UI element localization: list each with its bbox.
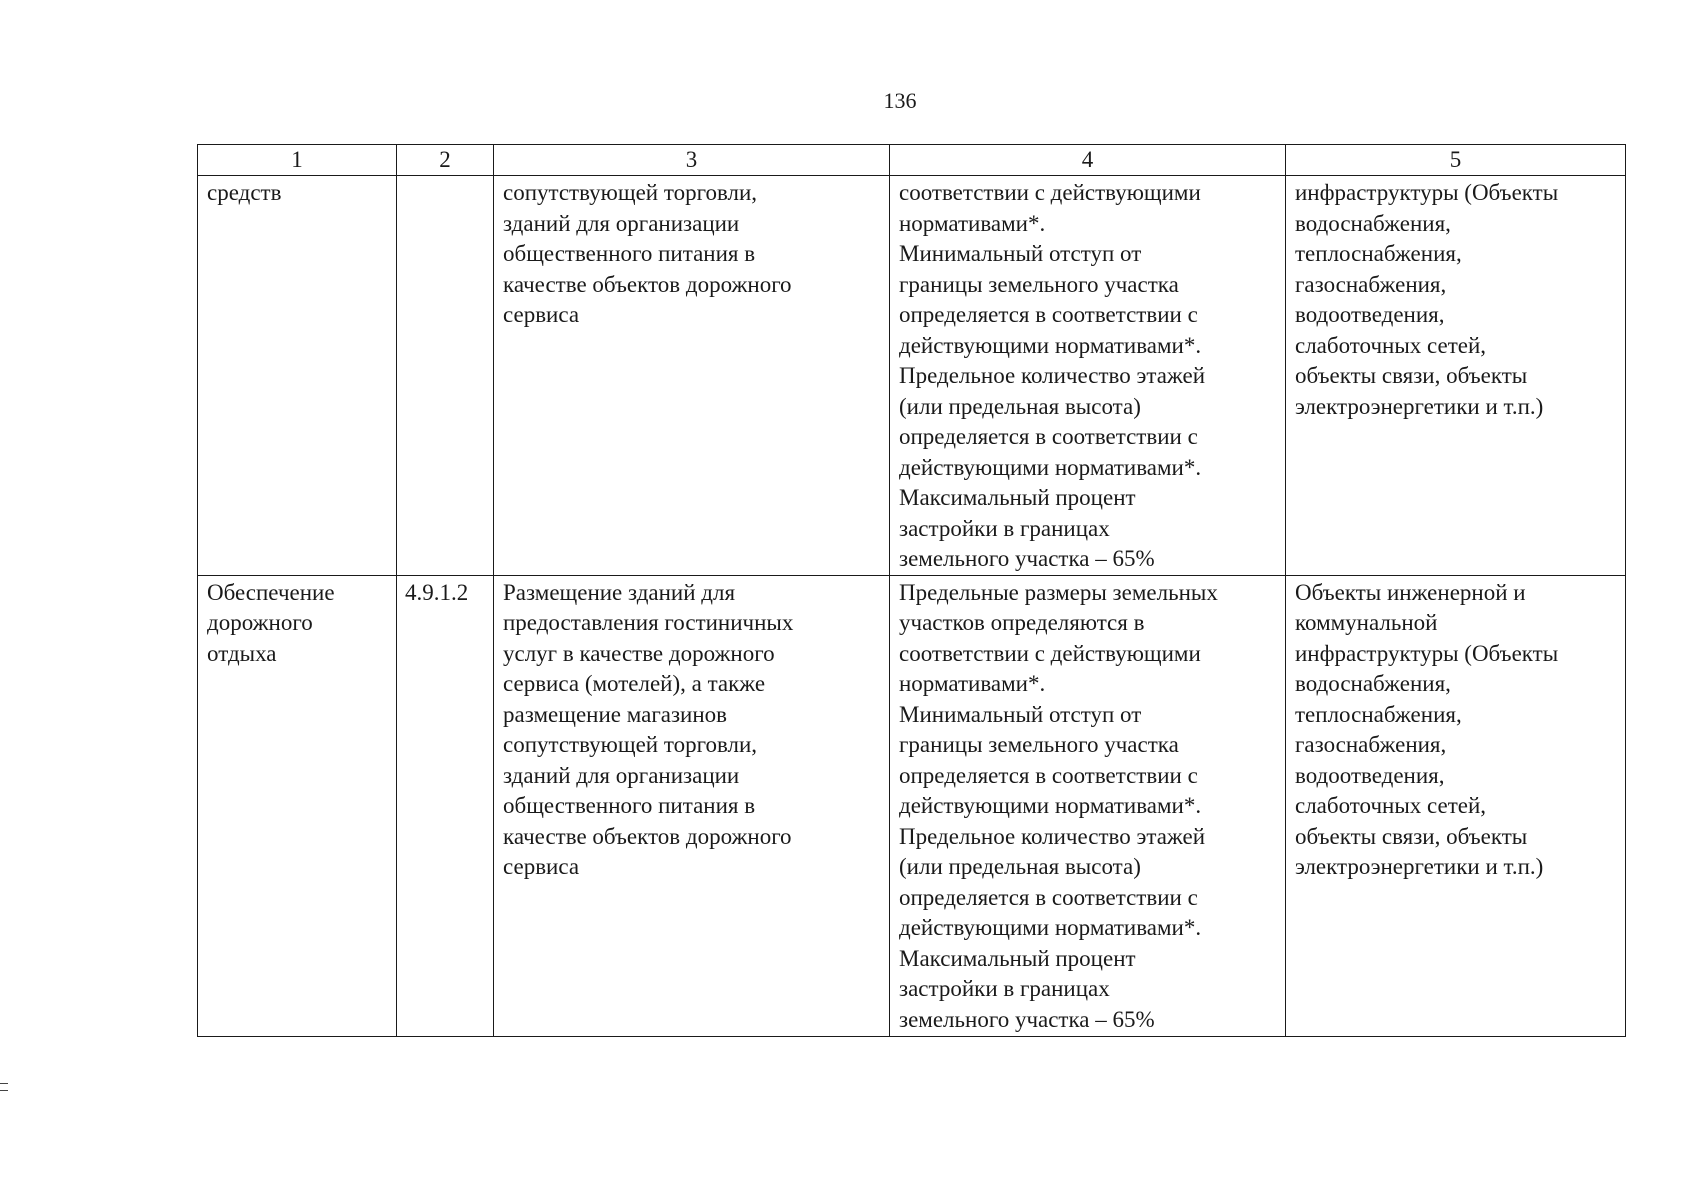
cell-text-line: нормативами*. bbox=[899, 210, 1046, 236]
cell-text-line: электроэнергетики и т.п.) bbox=[1295, 393, 1544, 419]
column-header-2: 2 bbox=[397, 145, 494, 176]
cell-text-line: определяется в соответствии с bbox=[899, 884, 1198, 910]
cell-text-line: водоснабжения, bbox=[1295, 210, 1451, 236]
cell-text-line: определяется в соответствии с bbox=[899, 762, 1198, 788]
cell-text-line: границы земельного участка bbox=[899, 271, 1179, 297]
cell-text-line: качестве объектов дорожного bbox=[503, 823, 792, 849]
use-name-cell bbox=[198, 575, 397, 1036]
cell-text-line: Обеспечение bbox=[207, 579, 335, 605]
cell-text-line: коммунальной bbox=[1295, 610, 1438, 635]
cell-text-line: застройки в границах bbox=[899, 515, 1110, 541]
use-name-cell bbox=[198, 176, 397, 576]
cell-text-line: определяется в соответствии с bbox=[899, 424, 1198, 449]
cell-text-line: инфраструктуры (Объекты bbox=[1295, 180, 1559, 205]
cell-text-line: (или предельная высота) bbox=[899, 393, 1141, 419]
cell-text-line: газоснабжения, bbox=[1295, 271, 1447, 297]
cell-text-line: водоотведения, bbox=[1295, 762, 1445, 788]
parameters-cell bbox=[890, 176, 1286, 576]
cell-text-line: теплоснабжения, bbox=[1295, 701, 1462, 727]
table-row bbox=[198, 575, 1626, 1036]
cell-text-line: общественного питания в bbox=[503, 793, 756, 818]
cell-text-line: Предельное количество этажей bbox=[899, 823, 1206, 849]
cell-text-line: зданий для организации bbox=[503, 210, 740, 236]
cell-text-line: Предельные размеры земельных bbox=[899, 579, 1218, 605]
cell-text-line: водоотведения, bbox=[1295, 302, 1445, 327]
cell-text-line: электроэнергетики и т.п.) bbox=[1295, 854, 1544, 879]
cell-text-line: нормативами*. bbox=[899, 671, 1046, 696]
column-header-5: 5 bbox=[1286, 145, 1626, 176]
cell-text-line: сервиса bbox=[503, 302, 580, 327]
cell-text-line: действующими нормативами*. bbox=[899, 793, 1202, 818]
cell-text-line: сервиса bbox=[503, 854, 580, 879]
cell-text-line: слаботочных сетей, bbox=[1295, 793, 1487, 818]
cell-text-line: Объекты инженерной и bbox=[1295, 579, 1526, 605]
use-description-cell bbox=[494, 575, 890, 1036]
cell-text-line: теплоснабжения, bbox=[1295, 241, 1462, 266]
cell-text-line: Предельное количество этажей bbox=[899, 363, 1206, 388]
cell-text-line: инфраструктуры (Объекты bbox=[1295, 640, 1559, 666]
cell-text-line: сервиса (мотелей), а также bbox=[503, 671, 766, 696]
cell-text-line: размещение магазинов bbox=[503, 701, 728, 727]
cell-text-line: действующими нормативами*. bbox=[899, 454, 1202, 480]
cell-text-line: качестве объектов дорожного bbox=[503, 271, 792, 297]
cell-text-line: объекты связи, объекты bbox=[1295, 823, 1528, 849]
cell-text-line: границы земельного участка bbox=[899, 732, 1179, 757]
land-use-table bbox=[197, 144, 1626, 1037]
use-code-cell bbox=[397, 575, 494, 1036]
cell-text-line: зданий для организации bbox=[503, 762, 740, 788]
cell-text-line: Минимальный отступ от bbox=[899, 701, 1142, 727]
cell-text-line: сопутствующей торговли, bbox=[503, 732, 758, 757]
table-body bbox=[198, 176, 1626, 1037]
cell-text-line: соответствии с действующими bbox=[899, 180, 1201, 205]
cell-text-line: средств bbox=[207, 180, 282, 205]
cell-text-line: сопутствующей торговли, bbox=[503, 180, 758, 205]
cell-text-line: соответствии с действующими bbox=[899, 640, 1201, 666]
use-description-cell bbox=[494, 176, 890, 576]
cell-text-line: объекты связи, объекты bbox=[1295, 363, 1528, 388]
cell-text-line: застройки в границах bbox=[899, 976, 1110, 1001]
cell-text-line: газоснабжения, bbox=[1295, 732, 1447, 757]
cell-text-line: определяется в соответствии с bbox=[899, 302, 1198, 327]
cell-text-line: Минимальный отступ от bbox=[899, 241, 1142, 266]
cell-text: 4.9.1.2 bbox=[405, 579, 469, 605]
page-number: 136 bbox=[883, 88, 917, 113]
cell-text-line: (или предельная высота) bbox=[899, 854, 1141, 879]
infrastructure-cell bbox=[1286, 575, 1626, 1036]
cell-text-line: отдыха bbox=[207, 640, 277, 666]
parameters-cell bbox=[890, 575, 1286, 1036]
cell-text-line: слаботочных сетей, bbox=[1295, 332, 1487, 358]
cell-text-line: услуг в качестве дорожного bbox=[503, 640, 775, 666]
column-header-3: 3 bbox=[494, 145, 890, 176]
cell-text-line: общественного питания в bbox=[503, 241, 756, 266]
cell-text-line: участков определяются в bbox=[899, 610, 1145, 635]
cell-text-line: водоснабжения, bbox=[1295, 671, 1451, 696]
cell-text-line: действующими нормативами*. bbox=[899, 915, 1202, 940]
column-header-1: 1 bbox=[198, 145, 397, 176]
cell-text-line: действующими нормативами*. bbox=[899, 332, 1202, 358]
cell-text-line: предоставления гостиничных bbox=[503, 610, 794, 635]
scan-margin-mark bbox=[0, 1083, 8, 1091]
cell-text-line: Максимальный процент bbox=[899, 485, 1136, 510]
table-header-row bbox=[198, 145, 1626, 176]
infrastructure-cell bbox=[1286, 176, 1626, 576]
cell-text-line: Размещение зданий для bbox=[503, 579, 736, 605]
cell-text-line: дорожного bbox=[207, 610, 313, 635]
use-code-cell bbox=[397, 176, 494, 576]
column-header-4: 4 bbox=[890, 145, 1286, 176]
cell-text-line: земельного участка – 65% bbox=[899, 546, 1155, 571]
cell-text-line: земельного участка – 65% bbox=[899, 1006, 1155, 1032]
cell-text-line: Максимальный процент bbox=[899, 945, 1136, 971]
table-row bbox=[198, 176, 1626, 576]
